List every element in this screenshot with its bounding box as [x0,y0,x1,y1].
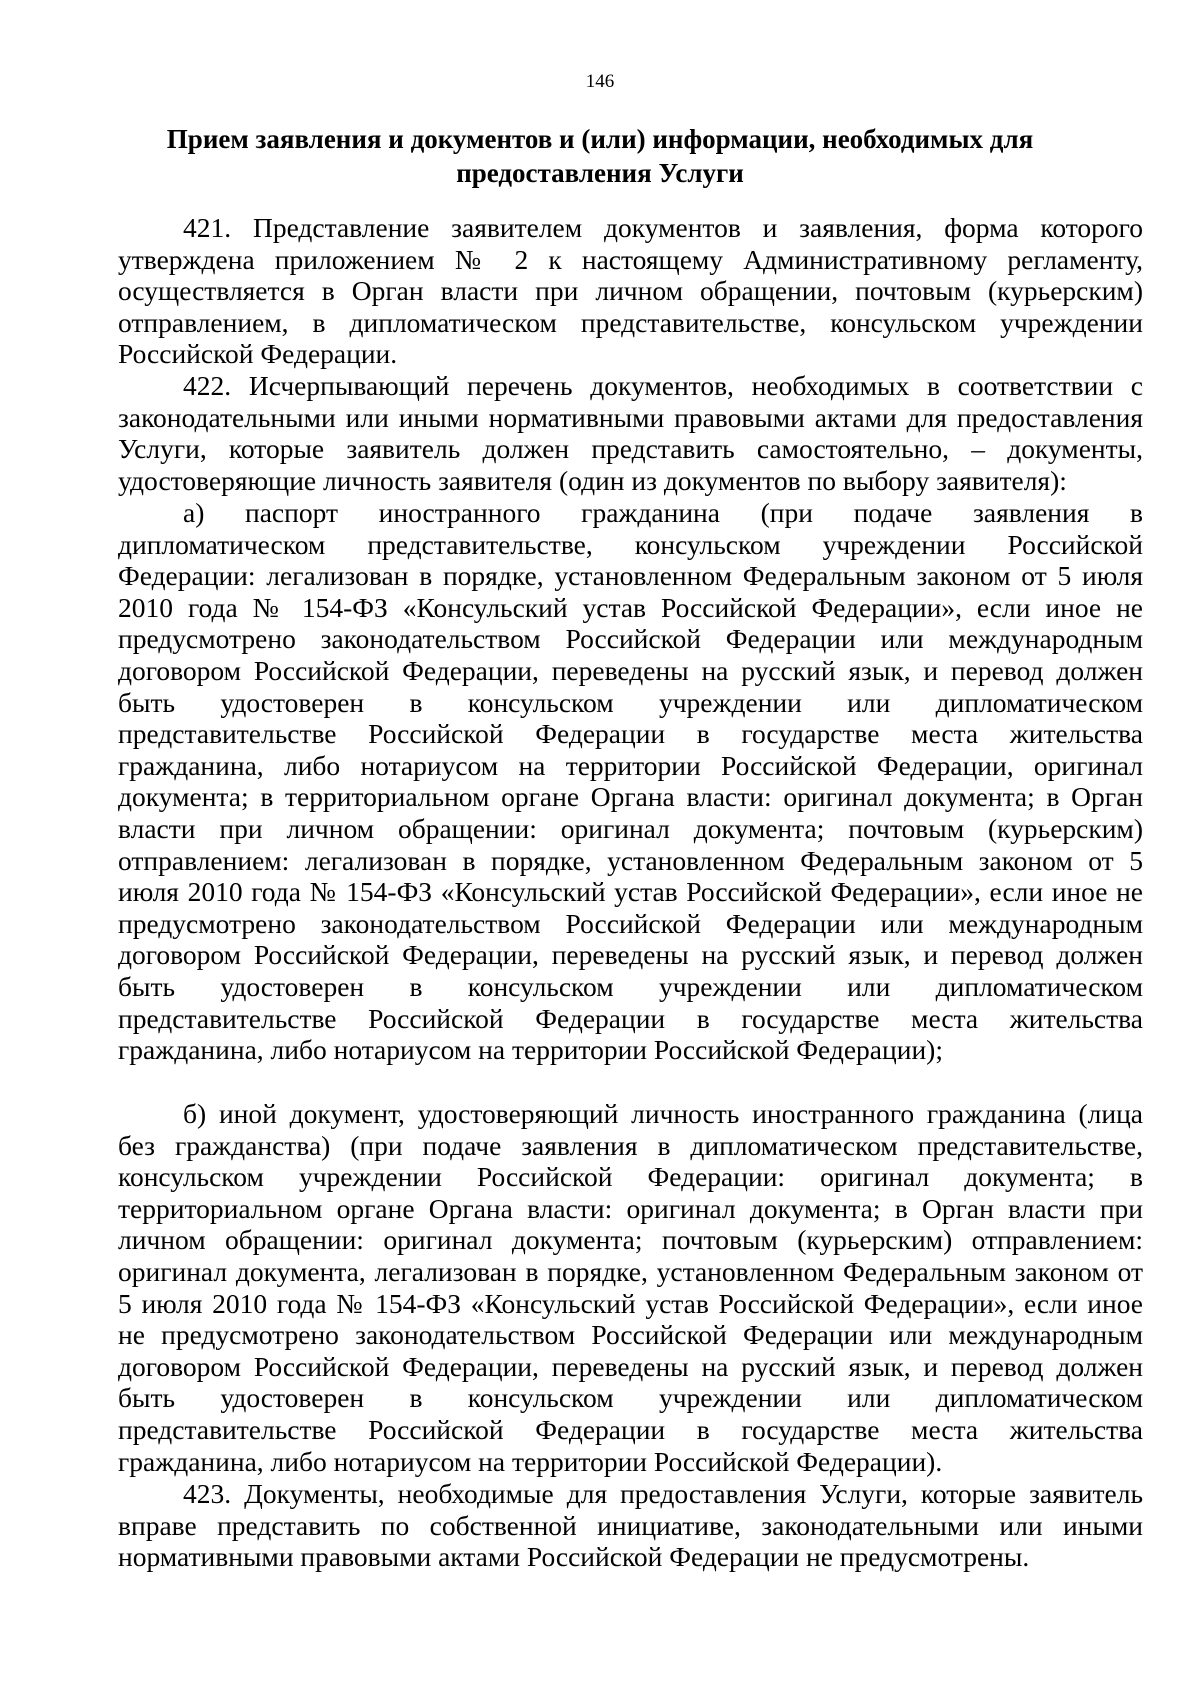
text-line: быть удостоверен в консульском учреждении или дипломатическом [118,970,1143,1002]
text-line: Российской Федерации. [118,338,398,370]
text-line: 2010 года № 154-ФЗ «Консульский устав Российской Федерации», если иное не [118,591,1143,623]
paragraph-422 [118,370,1143,496]
section-heading-line: Прием заявления и документов и (или) информации, необходимых для [166,124,1034,154]
text-line: быть удостоверен в консульском учреждении или дипломатическом [118,1382,1143,1414]
text-line: гражданина, либо нотариусом на территории Российской Федерации); [118,1034,943,1066]
text-line: консульском учреждении Российской Федерации: оригинал документа; в [118,1161,1143,1193]
text-line: гражданина, либо нотариусом на территории Российской Федерации). [118,1445,943,1477]
text-line: отправлением: легализован в порядке, установленном Федеральным законом от 5 [118,844,1143,876]
text-line: представительстве Российской Федерации в государстве места жительства [118,718,1143,750]
text-line: 421. Представление заявителем документов и заявления, форма которого [183,212,1143,243]
text-line: 422. Исчерпывающий перечень документов, необходимых в соответствии с [183,370,1143,401]
text-line: 5 июля 2010 года № 154-ФЗ «Консульский устав Российской Федерации», если иное [118,1287,1143,1319]
text-line: июля 2010 года № 154-ФЗ «Консульский устав Российской Федерации», если иное не [118,876,1143,908]
section-heading [120,122,1080,190]
text-line: оригинал документа, легализован в порядке, установленном Федеральным законом от [118,1255,1143,1287]
text-line: договором Российской Федерации, переведены на русский язык, и перевод должен [118,939,1143,971]
text-line: представительстве Российской Федерации в государстве места жительства [118,1413,1143,1445]
text-line: гражданина, либо нотариусом на территории Российской Федерации, оригинал [118,749,1143,781]
text-line: предусмотрено законодательством Российской Федерации или международным [118,623,1143,655]
text-line: дипломатическом представительстве, консульском учреждении Российской [118,528,1143,560]
text-line: законодательными или иными нормативными правовыми актами для предоставления [118,401,1143,433]
paragraph-423 [118,1478,1143,1573]
text-line: утверждена приложением № 2 к настоящему Административному регламенту, [118,243,1143,275]
text-line: личном обращении: оригинал документа; почтовым (курьерским) отправлением: [118,1224,1143,1256]
paragraph-item-a [118,497,1143,1066]
text-line: быть удостоверен в консульском учреждении или дипломатическом [118,686,1143,718]
text-line: Услуги, которые заявитель должен представить самостоятельно, – документы, [118,433,1143,465]
text-line: вправе представить по собственной инициативе, законодательными или иными [118,1509,1143,1541]
text-line: договором Российской Федерации, переведены на русский язык, и перевод должен [118,1350,1143,1382]
text-line: без гражданства) (при подаче заявления в дипломатическом представительстве, [118,1129,1143,1161]
text-line: не предусмотрено законодательством Российской Федерации или международным [118,1319,1143,1351]
text-line: предусмотрено законодательством Российской Федерации или международным [118,907,1143,939]
text-line: территориальном органе Органа власти: оригинал документа; в Орган власти при [118,1192,1143,1224]
text-line: документа; в территориальном органе Органа власти: оригинал документа; в Орган [118,781,1143,813]
text-line: договором Российской Федерации, переведены на русский язык, и перевод должен [118,654,1143,686]
text-line: б) иной документ, удостоверяющий личность иностранного гражданина (лица [183,1098,1143,1129]
text-line: отправлением, в дипломатическом представительстве, консульском учреждении [118,306,1143,338]
text-line: нормативными правовыми актами Российской Федерации не предусмотрены. [118,1541,1030,1573]
text-line: а) паспорт иностранного гражданина (при подаче заявления в [183,497,1143,528]
paragraph-421 [118,212,1143,370]
text-line: осуществляется в Орган власти при личном обращении, почтовым (курьерским) [118,275,1143,307]
text-line: представительстве Российской Федерации в государстве места жительства [118,1002,1143,1034]
text-line: Федерации: легализован в порядке, установленном Федеральным законом от 5 июля [118,560,1143,592]
page-number: 146 [585,71,615,92]
text-line: власти при личном обращении: оригинал документа; почтовым (курьерским) [118,812,1143,844]
text-line: 423. Документы, необходимые для предоставления Услуги, которые заявитель [183,1478,1143,1509]
text-line: удостоверяющие личность заявителя (один из документов по выбору заявителя): [118,464,1067,496]
paragraph-item-b [118,1098,1143,1477]
section-heading-line: предоставления Услуги [456,158,744,188]
